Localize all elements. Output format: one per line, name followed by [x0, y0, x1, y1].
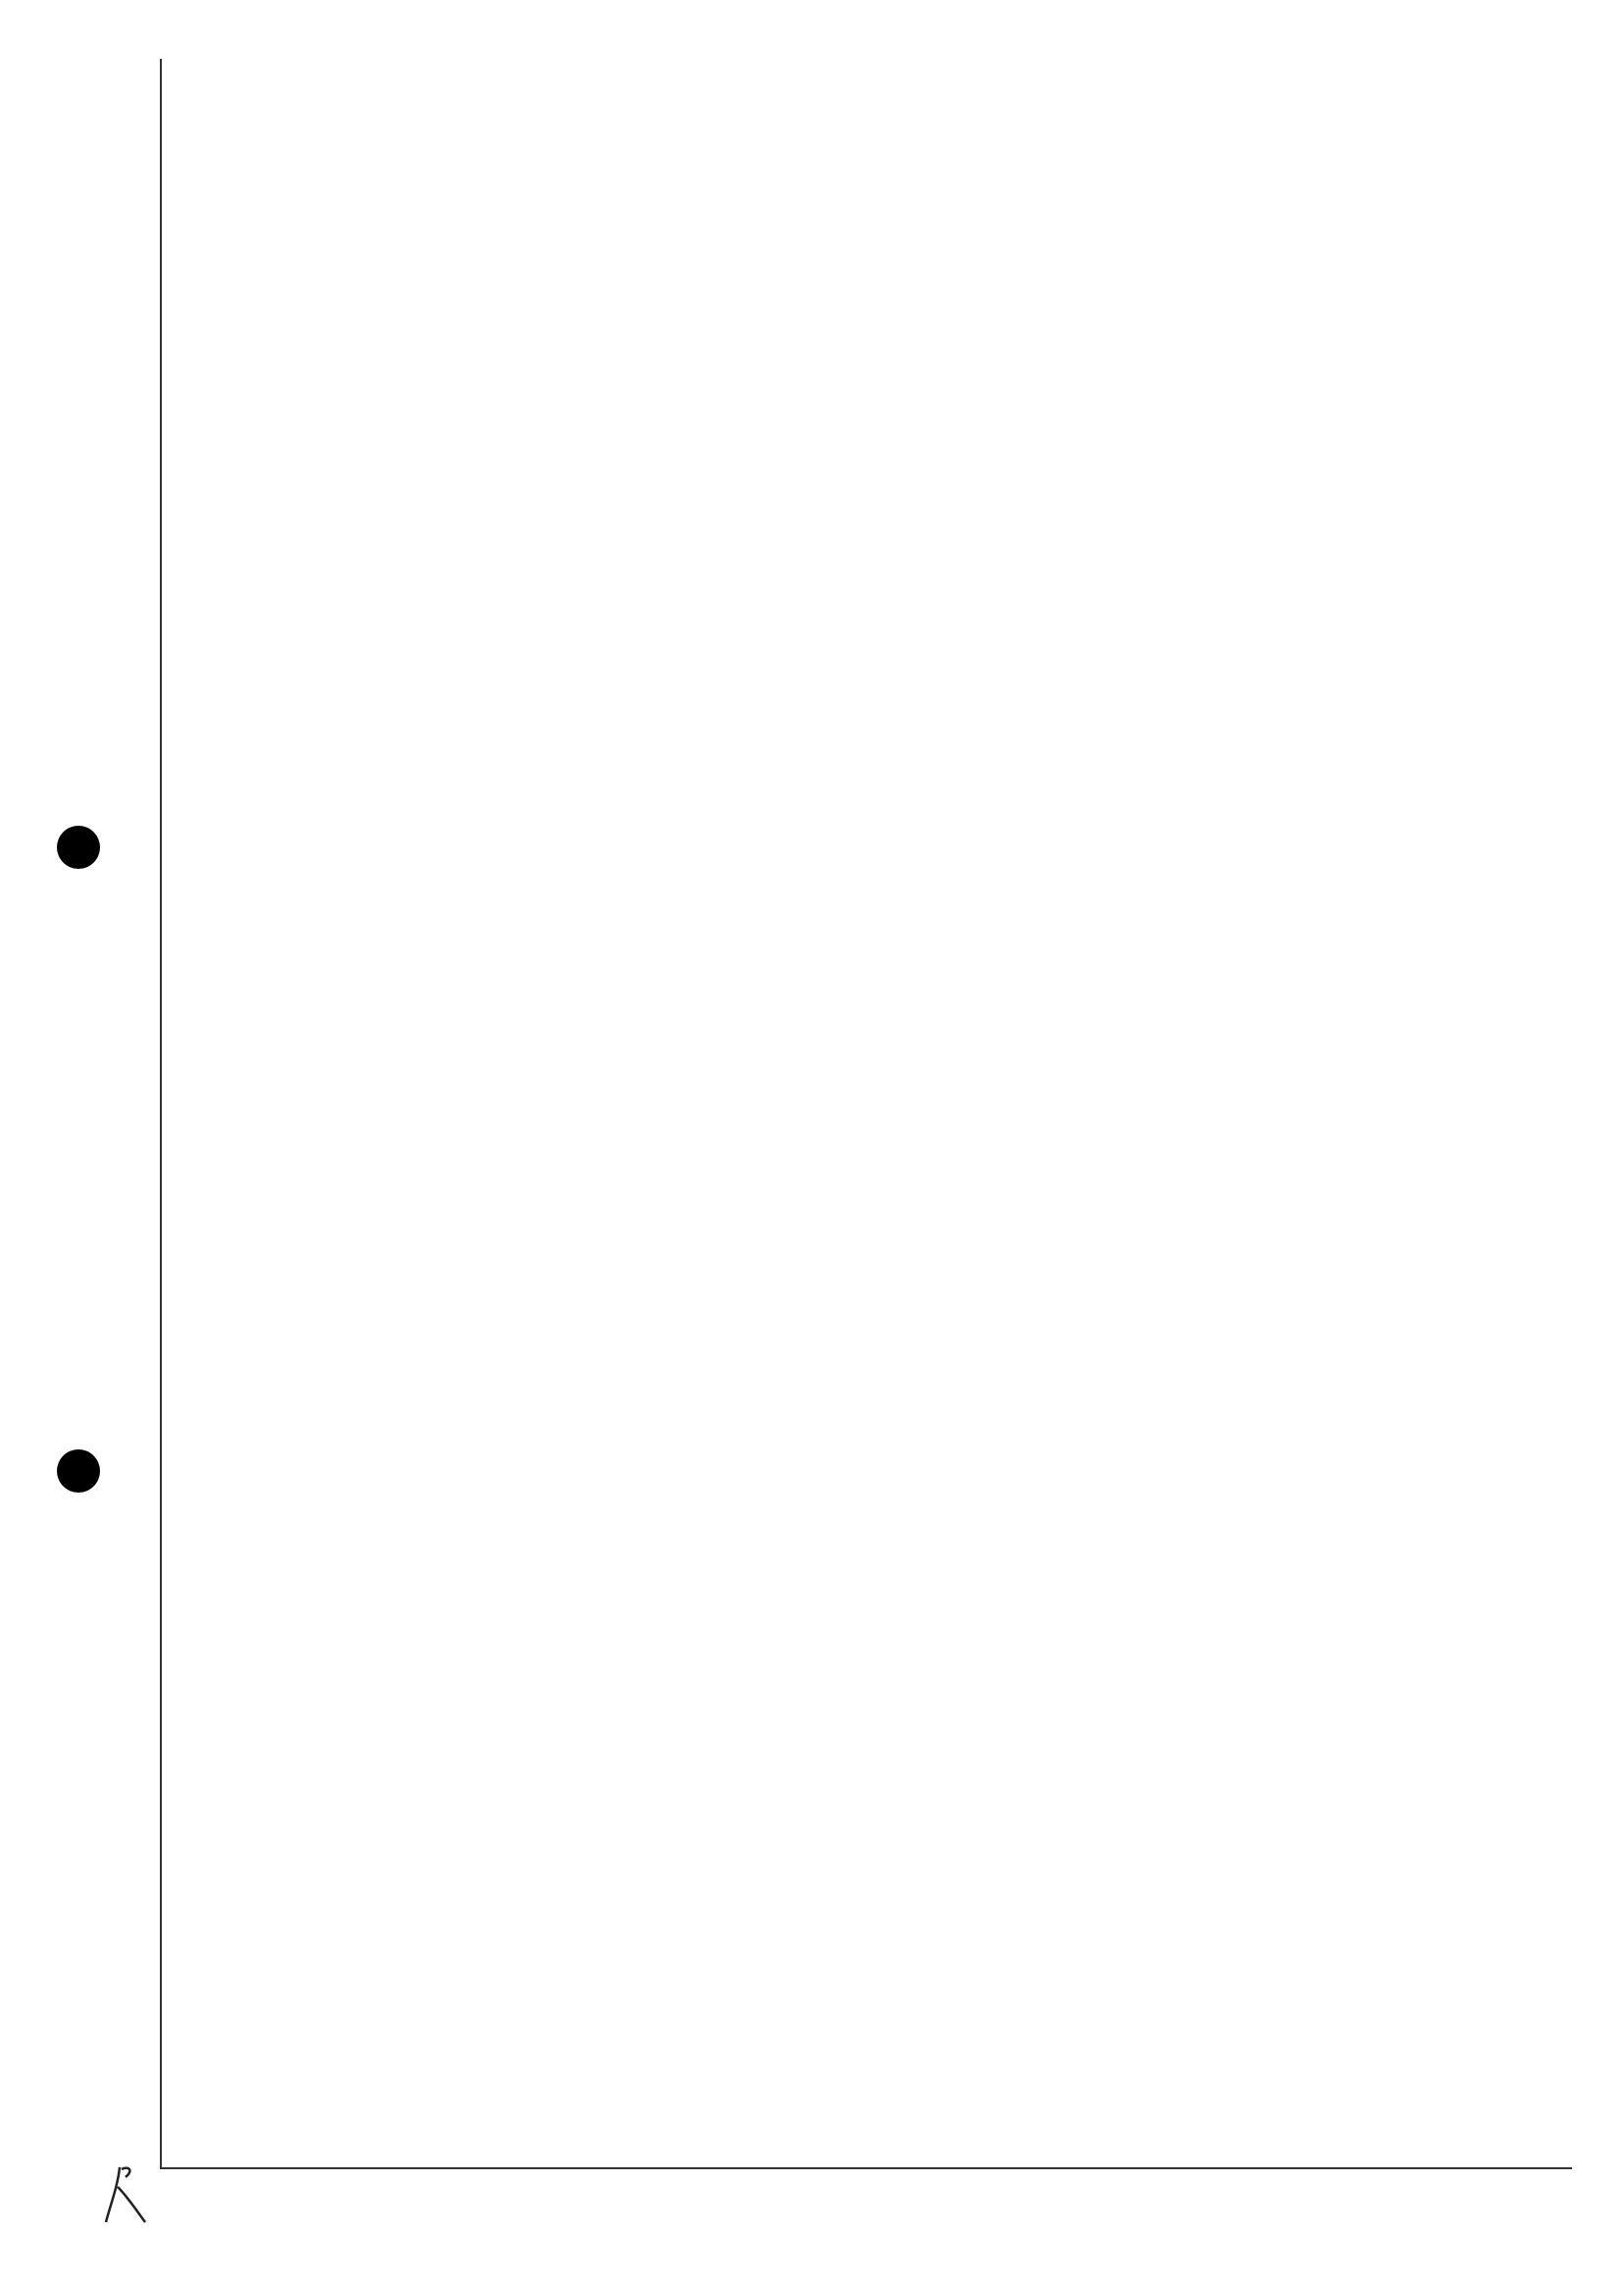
punch-hole-bottom — [57, 1449, 100, 1493]
left-margin-line — [160, 59, 162, 2167]
punch-hole-top — [57, 826, 100, 869]
handwritten-initial — [100, 2157, 149, 2226]
bottom-rule — [160, 2167, 1572, 2169]
